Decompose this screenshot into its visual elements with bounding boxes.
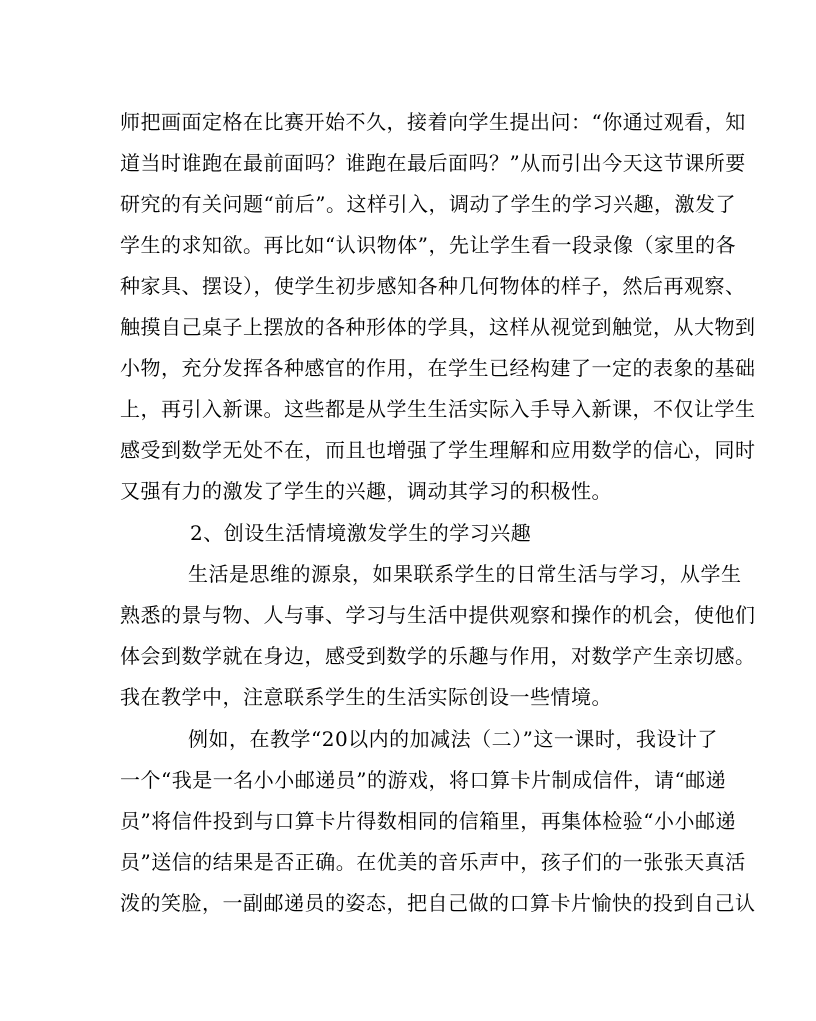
body-text-line: 一个“我是一名小小邮递员”的游戏，将口算卡片制成信件，请“邮递 xyxy=(120,768,727,792)
section-heading: 2、创设生活情境激发学生的学习兴趣 xyxy=(190,521,532,545)
body-text-line: 学生的求知欲。再比如“认识物体”，先让学生看一段录像（家里的各 xyxy=(120,233,736,257)
body-text-line: 触摸自己桌子上摆放的各种形体的学具，这样从视觉到触觉，从大物到 xyxy=(120,315,756,339)
body-text-line: 师把画面定格在比赛开始不久，接着向学生提出问：“你通过观看，知 xyxy=(120,110,746,134)
body-text-line: 员”送信的结果是否正确。在优美的音乐声中，孩子们的一张张天真活 xyxy=(120,850,746,874)
body-text-line: 员”将信件投到与口算卡片得数相同的信箱里，再集体检验“小小邮递 xyxy=(120,809,736,833)
body-text-line: 种家具、摆设），使学生初步感知各种几何物体的样子，然后再观察、 xyxy=(120,274,746,298)
body-text-line: 体会到数学就在身边，感受到数学的乐趣与作用，对数学产生亲切感。 xyxy=(120,644,756,668)
body-text-line: 我在教学中，注意联系学生的生活实际创设一些情境。 xyxy=(120,685,612,709)
body-text-line: 研究的有关问题“前后”。这样引入，调动了学生的学习兴趣，激发了 xyxy=(120,192,736,216)
body-text-line: 感受到数学无处不在，而且也增强了学生理解和应用数学的信心，同时 xyxy=(120,438,756,462)
body-text-line: 道当时谁跑在最前面吗？谁跑在最后面吗？”从而引出今天这节课所要 xyxy=(120,151,746,175)
body-text-line: 又强有力的激发了学生的兴趣，调动其学习的积极性。 xyxy=(120,479,612,503)
body-text-line: 上，再引入新课。这些都是从学生生活实际入手导入新课，不仅让学生 xyxy=(120,397,756,421)
body-text-line: 生活是思维的源泉，如果联系学生的日常生活与学习，从学生 xyxy=(188,562,742,586)
body-text-line: 泼的笑脸，一副邮递员的姿态，把自己做的口算卡片愉快的投到自己认 xyxy=(120,891,756,915)
body-text-line: 小物，充分发挥各种感官的作用，在学生已经构建了一定的表象的基础 xyxy=(120,356,756,380)
body-text-line: 例如，在教学“20以内的加减法（二）”这一课时，我设计了 xyxy=(188,727,718,751)
body-text-line: 熟悉的景与物、人与事、学习与生活中提供观察和操作的机会，使他们 xyxy=(120,603,756,627)
